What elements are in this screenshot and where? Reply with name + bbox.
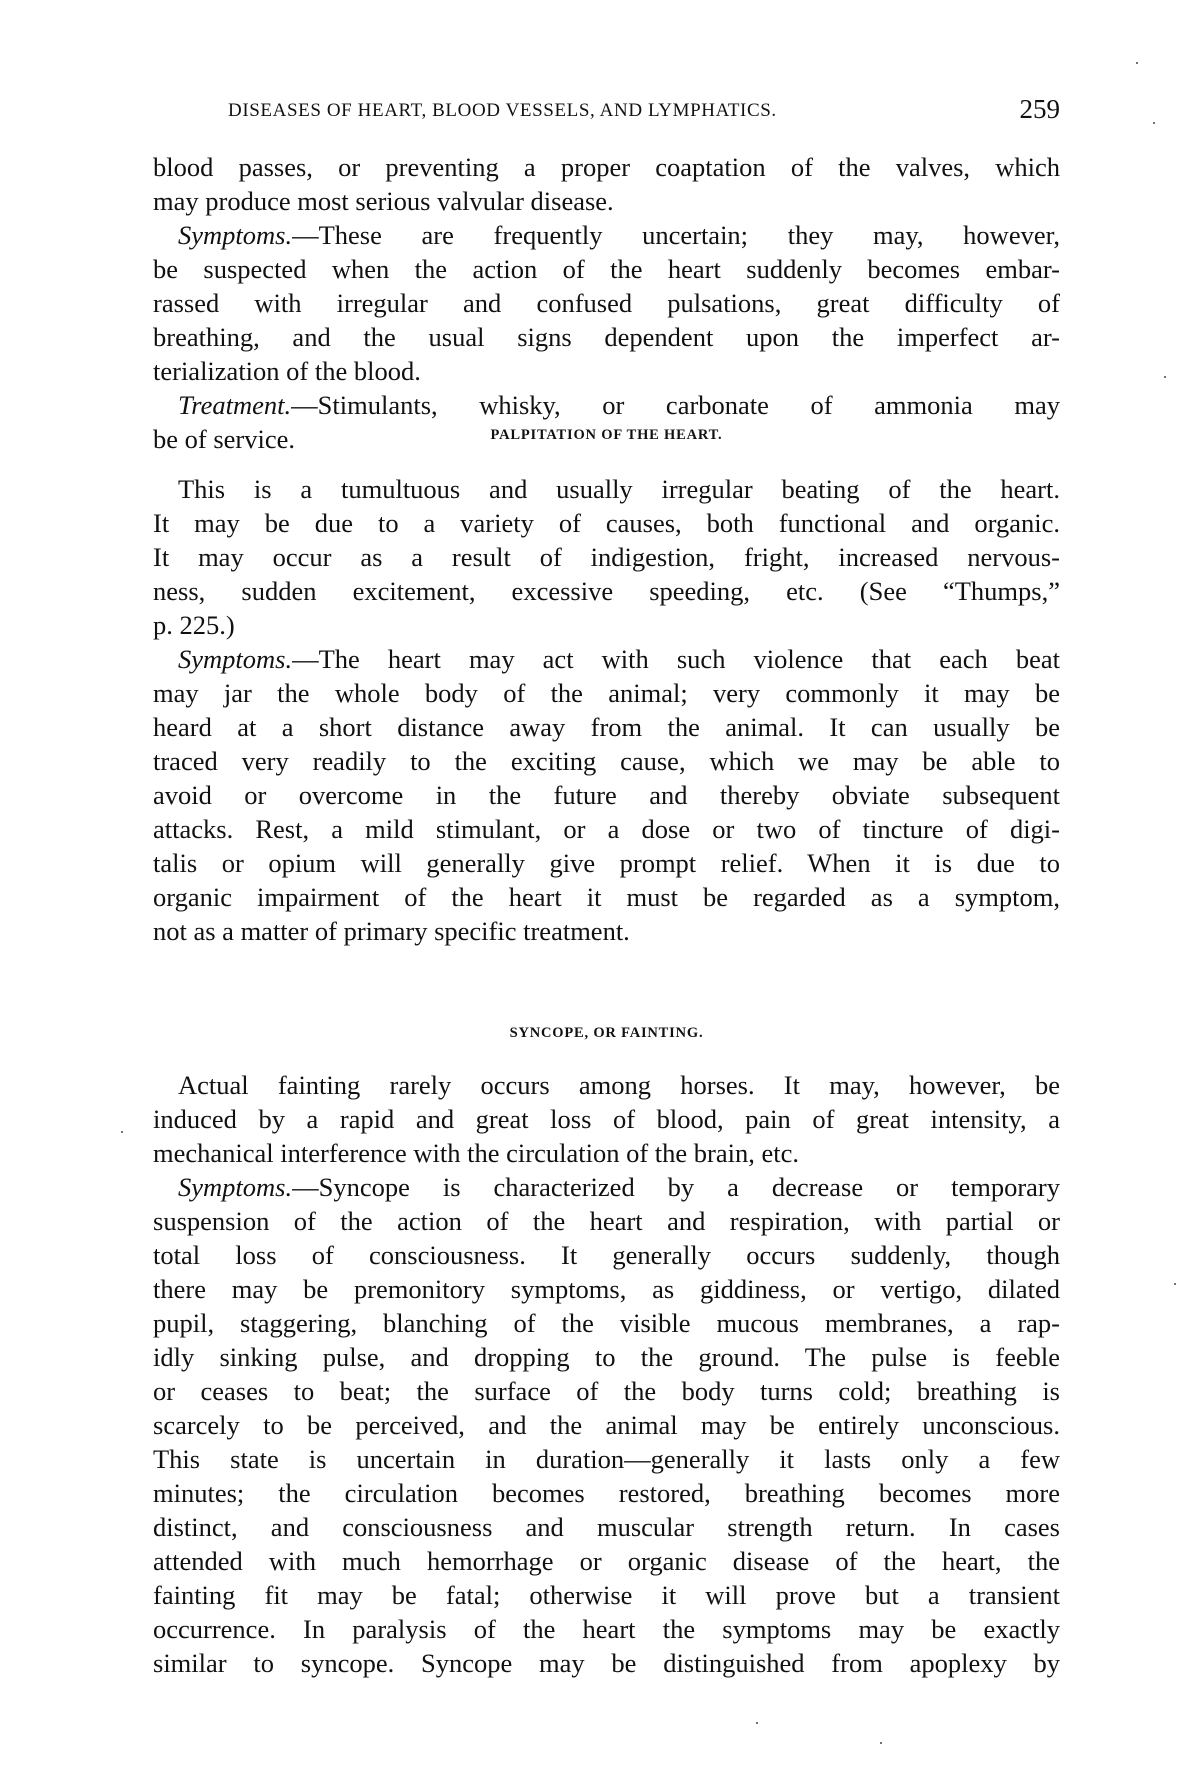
text-line: mechanical interference with the circulation of the brain, etc. [153,1138,799,1168]
text-line: attacks. Rest, a mild stimulant, or a dose or two of tincture of digi- [153,814,1060,844]
scan-speck [1136,62,1138,64]
text-line: idly sinking pulse, and dropping to the ground. The pulse is feeble [153,1342,1060,1372]
text-line: occurrence. In paralysis of the heart the symptoms may be exactly [153,1614,1060,1644]
scan-speck [1153,122,1155,124]
text-line: not as a matter of primary specific treatment. [153,916,630,946]
paragraph-symptoms [153,1170,1060,1680]
paragraph-symptoms [153,642,1060,948]
text-line: p. 225.) [153,610,235,640]
text-line: rassed with irregular and confused pulsations, great difficulty of [153,288,1060,318]
scan-speck [756,1722,758,1724]
section-heading-syncope: SYNCOPE, OR FAINTING. [509,1025,704,1041]
text-line: breathing, and the usual signs dependent upon the imperfect ar- [153,322,1060,352]
continuation-section [153,150,1060,456]
rubric: Symptoms. [178,644,293,674]
text-line: terialization of the blood. [153,356,421,386]
text-line: talis or opium will generally give prompt relief. When it is due to [153,848,1060,878]
text-line: scarcely to be perceived, and the animal may be entirely unconscious. [153,1410,1060,1440]
rubric: Symptoms. [178,220,293,250]
rubric: Symptoms. [178,1172,293,1202]
scan-speck [121,1131,123,1133]
text-line: Actual fainting rarely occurs among horses. It may, however, be [178,1070,1060,1100]
text-line: ness, sudden excitement, excessive speeding, etc. (See “Thumps,” [153,576,1060,606]
running-header [228,94,1060,124]
text-line: minutes; the circulation becomes restored, breathing becomes more [153,1478,1060,1508]
text-line: be of service. [153,424,295,454]
paragraph [153,150,1060,218]
text-line: may produce most serious valvular disease. [153,186,614,216]
text-line: This is a tumultuous and usually irregular beating of the heart. [178,474,1060,504]
text-line: fainting fit may be fatal; otherwise it will prove but a transient [153,1580,1060,1610]
text-line: similar to syncope. Syncope may be distinguished from apoplexy by [153,1648,1060,1678]
scan-speck [1174,1283,1176,1285]
text-line: total loss of consciousness. It generally occurs suddenly, though [153,1240,1060,1270]
text-line: It may be due to a variety of causes, both functional and organic. [153,508,1060,538]
text-line: may jar the whole body of the animal; very commonly it may be [153,678,1060,708]
section-heading-palpitation: PALPITATION OF THE HEART. [490,427,723,443]
scan-speck [880,1742,882,1744]
text-line: —Stimulants, whisky, or carbonate of ammonia may [291,390,1060,420]
text-line: organic impairment of the heart it must be regarded as a symptom, [153,882,1060,912]
text-line: It may occur as a result of indigestion, fright, increased nervous- [153,542,1060,572]
text-line: attended with much hemorrhage or organic disease of the heart, the [153,1546,1060,1576]
text-line: induced by a rapid and great loss of blood, pain of great intensity, a [153,1104,1060,1134]
paragraph-treatment [153,388,1060,456]
text-line: there may be premonitory symptoms, as giddiness, or vertigo, dilated [153,1274,1060,1304]
text-line: pupil, staggering, blanching of the visible mucous membranes, a rap- [153,1308,1060,1338]
text-line: be suspected when the action of the heart suddenly becomes embar- [153,254,1060,284]
running-title: DISEASES OF HEART, BLOOD VESSELS, AND LYMPHATICS. [228,100,777,121]
paragraph-symptoms [153,218,1060,388]
page-number: 259 [1019,94,1060,124]
scan-speck [1164,376,1166,378]
syncope-section [153,1068,1060,1680]
text-line: suspension of the action of the heart and respiration, with partial or [153,1206,1060,1236]
rubric: Treatment. [178,390,292,420]
text-line: This state is uncertain in duration—generally it lasts only a few [153,1444,1060,1474]
text-line: or ceases to beat; the surface of the body turns cold; breathing is [153,1376,1060,1406]
text-line: traced very readily to the exciting cause, which we may be able to [153,746,1060,776]
text-line: —These are frequently uncertain; they may, however, [292,220,1060,250]
text-line: blood passes, or preventing a proper coaptation of the valves, which [153,152,1060,182]
text-line: —The heart may act with such violence that each beat [292,644,1060,674]
paragraph [153,472,1060,642]
paragraph [153,1068,1060,1170]
text-line: avoid or overcome in the future and thereby obviate subsequent [153,780,1060,810]
text-line: —Syncope is characterized by a decrease or temporary [292,1172,1060,1202]
text-line: heard at a short distance away from the animal. It can usually be [153,712,1060,742]
palpitation-section [153,472,1060,948]
text-line: distinct, and consciousness and muscular strength return. In cases [153,1512,1060,1542]
